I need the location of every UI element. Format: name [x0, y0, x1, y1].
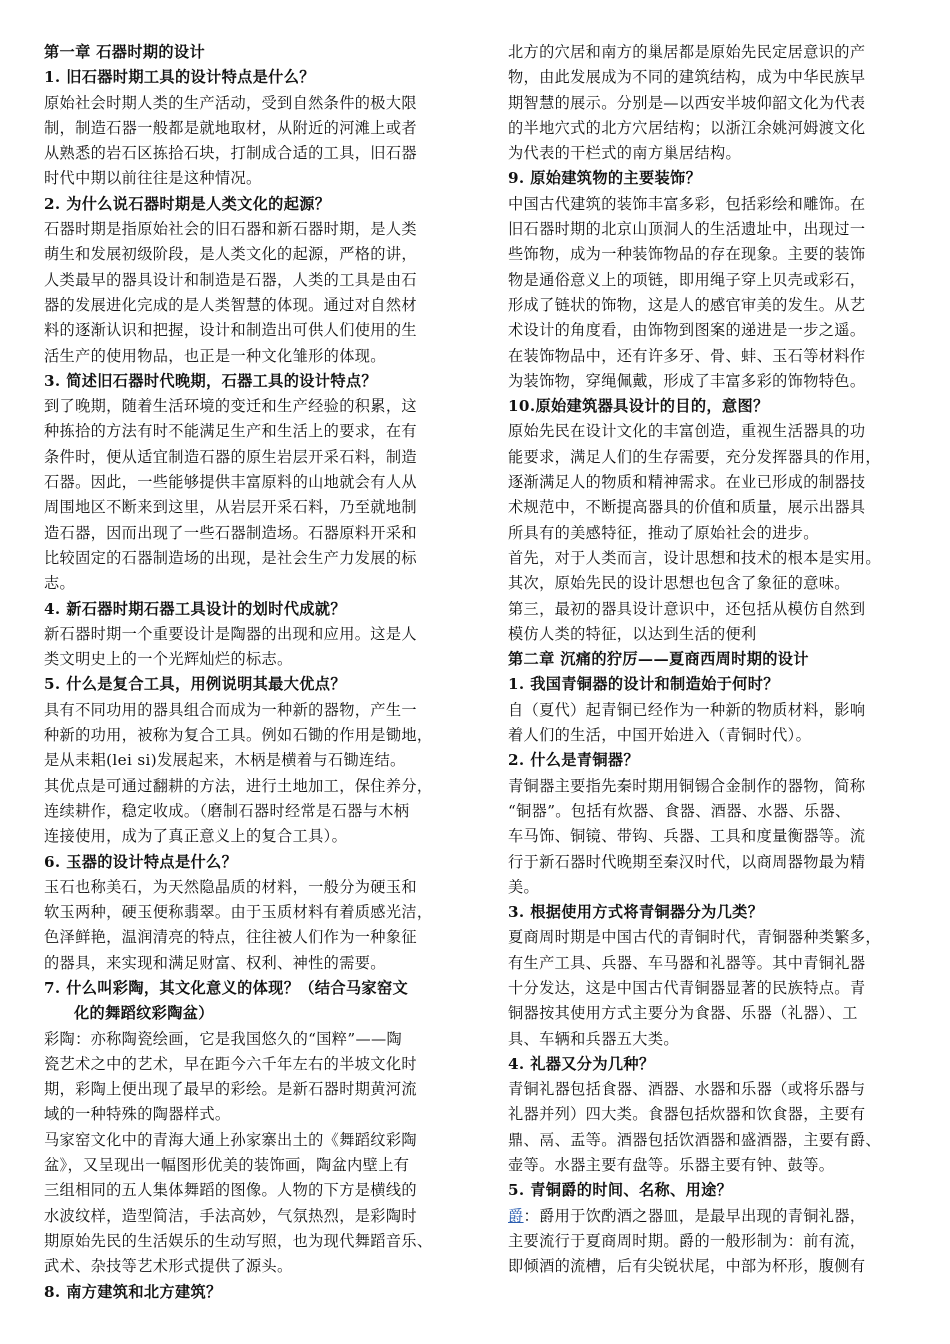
section-heading — [44, 40, 462, 65]
section-heading — [508, 1052, 926, 1077]
line-text: 制，制造石器一般都是就地取材，从附近的河滩上或者 — [44, 118, 417, 137]
text-line — [508, 495, 926, 520]
line-text: 萌生和发展初级阶段，是人类文化的起源，严格的讲， — [44, 245, 417, 264]
text-line — [508, 445, 926, 470]
text-line — [508, 850, 926, 875]
section-heading — [44, 597, 462, 622]
line-text: 第二章 沉痛的狞厉——夏商西周时期的设计 — [508, 650, 809, 669]
section-heading — [44, 65, 462, 90]
text-line — [44, 647, 462, 672]
text-line — [44, 242, 462, 267]
line-text: 首先，对于人类而言，设计思想和技术的根本是实用。 — [508, 548, 881, 567]
line-text: 车马饰、铜镜、带钩、兵器、工具和度量衡器等。流 — [508, 827, 866, 846]
term-link[interactable]: 爵 — [508, 1206, 524, 1225]
text-line — [44, 166, 462, 191]
line-text: 铜器按其使用方式主要分为食器、乐器（礼器）、工 — [508, 1004, 858, 1023]
text-line — [44, 774, 462, 799]
line-text: 第一章 石器时期的设计 — [44, 43, 206, 61]
line-text: 人类最早的器具设计和制造是石器，人类的工具是由石 — [44, 270, 417, 289]
line-text: 4. 礼器又分为几种？ — [508, 1054, 655, 1073]
section-heading — [44, 1001, 462, 1026]
line-text: 青铜器主要指先秦时期用铜锡合金制作的器物，简称 — [508, 776, 866, 795]
line-text: 术规范中，不断提高器具的价值和质量，展示出器具 — [508, 498, 866, 517]
text-line — [508, 521, 926, 546]
text-line — [508, 91, 926, 116]
right-column — [508, 40, 926, 1280]
text-line — [508, 40, 926, 65]
line-text: 礼器并列）四大类。食器包括炊器和饮食器，主要有 — [508, 1105, 866, 1124]
line-text: 期智慧的展示。分别是—以西安半坡仰韶文化为代表 — [508, 93, 866, 112]
text-line — [508, 571, 926, 596]
text-line — [508, 65, 926, 90]
line-text: 化的舞蹈纹彩陶盆） — [74, 1004, 214, 1023]
line-text: 盆》，又呈现出一幅图形优美的装饰画，陶盆内壁上有 — [44, 1156, 410, 1175]
line-text: 周围地区不断来到这里，从岩层开采石料，乃至就地制 — [44, 498, 417, 517]
text-line — [44, 445, 462, 470]
section-heading — [508, 1178, 926, 1203]
line-text: 形成了链状的饰物，这是人的感官审美的发生。从艺 — [508, 295, 866, 314]
text-line — [508, 875, 926, 900]
line-text: 夏商周时期是中国古代的青铜时代，青铜器种类繁多， — [508, 928, 881, 947]
text-line — [508, 774, 926, 799]
text-line — [508, 824, 926, 849]
text-line — [508, 293, 926, 318]
line-text: 活生产的使用物品，也正是一种文化雏形的体现。 — [44, 346, 386, 365]
line-text: 原始社会时期人类的生产活动，受到自然条件的极大限 — [44, 93, 417, 112]
line-text: 3. 简述旧石器时代晚期，石器工具的设计特点？ — [44, 371, 377, 390]
text-line — [44, 571, 462, 596]
line-text: 7. 什么叫彩陶，其文化意义的体现？（结合马家窑文 — [44, 978, 409, 997]
line-text: 十分发达，这是中国古代青铜器显著的民族特点。青 — [508, 978, 866, 997]
section-heading — [44, 850, 462, 875]
line-text: 行于新石器时代晚期至秦汉时代，以商周器物最为精 — [508, 852, 866, 871]
text-line — [508, 470, 926, 495]
line-text: 条件时，便从适宜制造石器的原生岩层开采石料，制造 — [44, 447, 417, 466]
line-text: 9. 原始建筑物的主要装饰？ — [508, 169, 702, 188]
text-line — [44, 495, 462, 520]
section-heading — [44, 976, 462, 1001]
line-text: 具有不同功用的器具组合而成为一种新的器物，产生一 — [44, 700, 417, 719]
text-line — [508, 419, 926, 444]
text-line — [44, 344, 462, 369]
line-text: 的器具，来实现和满足财富、权利、神性的需要。 — [44, 953, 386, 972]
text-line — [508, 1229, 926, 1254]
text-line — [508, 976, 926, 1001]
line-text: 三组相同的五人集体舞蹈的图像。人物的下方是横线的 — [44, 1181, 417, 1200]
line-text: 瓷艺术之中的艺术，早在距今六千年左右的半坡文化时 — [44, 1054, 417, 1073]
line-text: 模仿人类的特征，以达到生活的便利 — [508, 624, 757, 643]
text-line — [508, 1077, 926, 1102]
line-text: 即倾酒的流槽，后有尖锐状尾，中部为杯形，腹侧有 — [508, 1257, 866, 1276]
line-text: 是从耒耜(lei si)发展起来，木柄是横着与石锄连结。 — [44, 751, 406, 770]
line-text: 能要求，满足人们的生存需要，充分发挥器具的作用， — [508, 447, 881, 466]
line-text: 2. 为什么说石器时期是人类文化的起源？ — [44, 194, 331, 213]
line-text: 水波纹样，造型简洁，手法高妙，气氛热烈，是彩陶时 — [44, 1206, 417, 1225]
text-line — [508, 799, 926, 824]
text-line — [508, 217, 926, 242]
line-text: 鼎、鬲、盂等。酒器包括饮酒器和盛酒器，主要有爵、 — [508, 1130, 881, 1149]
text-line — [44, 951, 462, 976]
text-line — [508, 192, 926, 217]
line-text: 彩陶：亦称陶瓷绘画，它是我国悠久的“国粹”——陶 — [44, 1029, 403, 1048]
section-heading — [508, 900, 926, 925]
text-line — [44, 293, 462, 318]
line-text: 着人们的生活，中国开始进入（青铜时代）。 — [508, 726, 812, 745]
line-text: “铜器”。包括有炊器、食器、酒器、水器、乐器、 — [508, 801, 851, 820]
text-line — [508, 1204, 926, 1229]
line-text: 8. 南方建筑和北方建筑？ — [44, 1282, 222, 1301]
line-text: 马家窑文化中的青海大通上孙家寨出土的《舞蹈纹彩陶 — [44, 1130, 417, 1149]
line-text: 原始先民在设计文化的丰富创造，重视生活器具的功 — [508, 422, 866, 441]
text-line — [44, 268, 462, 293]
section-heading — [44, 1280, 462, 1305]
section-heading — [44, 672, 462, 697]
text-line — [44, 1102, 462, 1127]
line-text: 些饰物，成为一种装饰物品的存在现象。主要的装饰 — [508, 245, 866, 264]
text-line — [508, 925, 926, 950]
line-text: 所具有的美感特征，推动了原始社会的进步。 — [508, 523, 819, 542]
text-line — [44, 799, 462, 824]
line-text: 1. 我国青铜器的设计和制造始于何时？ — [508, 675, 779, 694]
text-line — [44, 1229, 462, 1254]
line-text: 5. 什么是复合工具，用例说明其最大优点？ — [44, 675, 346, 694]
section-heading — [508, 647, 926, 672]
line-text: 器的发展进化完成的是人类智慧的体现。通过对自然材 — [44, 295, 417, 314]
line-text: 从熟悉的岩石区拣拾石块，打制成合适的工具，旧石器 — [44, 144, 417, 163]
line-text: 新石器时期一个重要设计是陶器的出现和应用。这是人 — [44, 624, 417, 643]
text-line — [44, 723, 462, 748]
text-line — [508, 242, 926, 267]
line-text: 石器时期是指原始社会的旧石器和新石器时期，是人类 — [44, 220, 417, 239]
text-line — [44, 1178, 462, 1203]
text-line — [508, 546, 926, 571]
line-text: 物是通俗意义上的项链，即用绳子穿上贝壳或彩石， — [508, 270, 866, 289]
line-text: 时代中期以前往往是这种情况。 — [44, 169, 262, 188]
section-heading — [44, 369, 462, 394]
text-line — [44, 925, 462, 950]
text-line — [44, 470, 462, 495]
text-line — [508, 344, 926, 369]
line-text: 造石器，因而出现了一些石器制造场。石器原料开采和 — [44, 523, 417, 542]
line-text: 种新的功用，被称为复合工具。例如石锄的作用是锄地， — [44, 726, 433, 745]
line-text: 10.原始建筑器具设计的目的，意图？ — [508, 397, 769, 416]
line-text: 自（夏代）起青铜已经作为一种新的物质材料，影响 — [508, 700, 866, 719]
line-text: 壶等。水器主要有盘等。乐器主要有钟、鼓等。 — [508, 1156, 835, 1175]
text-line — [508, 597, 926, 622]
line-text: 志。 — [44, 574, 76, 593]
text-line — [44, 141, 462, 166]
line-text: 的半地穴式的北方穴居结构；以浙江余姚河姆渡文化 — [508, 118, 866, 137]
text-line — [44, 1128, 462, 1153]
text-line — [508, 1128, 926, 1153]
text-line — [508, 1027, 926, 1052]
text-line — [44, 91, 462, 116]
text-line — [44, 318, 462, 343]
line-text: 1. 旧石器时期工具的设计特点是什么？ — [44, 68, 315, 87]
text-line — [44, 748, 462, 773]
text-line — [44, 1052, 462, 1077]
section-heading — [508, 394, 926, 419]
text-line — [44, 217, 462, 242]
line-text: 期，彩陶上便出现了最早的彩绘。是新石器时期黄河流 — [44, 1080, 417, 1099]
line-text: 中国古代建筑的装饰丰富多彩，包括彩绘和雕饰。在 — [508, 194, 866, 213]
line-text: 期原始先民的生活娱乐的生动写照，也为现代舞蹈音乐、 — [44, 1231, 433, 1250]
left-column — [44, 40, 462, 1305]
text-line — [508, 723, 926, 748]
text-line — [44, 521, 462, 546]
text-line — [44, 394, 462, 419]
line-text: 旧石器时期的北京山顶洞人的生活遗址中，出现过一 — [508, 220, 866, 239]
text-line — [44, 419, 462, 444]
line-text: 色泽鲜艳，温润清亮的特点，往往被人们作为一种象征 — [44, 928, 417, 947]
text-line — [508, 1254, 926, 1279]
line-text: 石器。因此，一些能够提供丰富原料的山地就会有人从 — [44, 473, 417, 492]
text-line — [508, 141, 926, 166]
line-text: 域的一种特殊的陶器样式。 — [44, 1105, 231, 1124]
line-text: 美。 — [508, 877, 540, 896]
text-line — [44, 1153, 462, 1178]
line-text: 为装饰物，穿绳佩戴，形成了丰富多彩的饰物特色。 — [508, 371, 866, 390]
line-text: 2. 什么是青铜器？ — [508, 751, 639, 770]
line-text: 类文明史上的一个光辉灿烂的标志。 — [44, 650, 293, 669]
line-text: 物，由此发展成为不同的建筑结构，成为中华民族早 — [508, 68, 866, 87]
text-line — [508, 1001, 926, 1026]
text-line — [508, 318, 926, 343]
text-line — [508, 622, 926, 647]
text-line — [44, 824, 462, 849]
line-text: 软玉两种，硬玉便称翡翠。由于玉质材料有着质感光洁， — [44, 903, 433, 922]
text-line — [508, 951, 926, 976]
line-text: 种拣拾的方法有时不能满足生产和生活上的要求，在有 — [44, 422, 417, 441]
text-line — [508, 369, 926, 394]
text-line — [508, 1102, 926, 1127]
line-text: 连续耕作，稳定收成。（磨制石器时经常是石器与木柄 — [44, 801, 410, 820]
line-text: 北方的穴居和南方的巢居都是原始先民定居意识的产 — [508, 43, 866, 61]
text-line — [508, 116, 926, 141]
text-line — [44, 116, 462, 141]
text-line — [508, 1153, 926, 1178]
text-line — [44, 875, 462, 900]
line-text: 第三，最初的器具设计意识中，还包括从模仿自然到 — [508, 599, 866, 618]
line-text: 到了晚期，随着生活环境的变迁和生产经验的积累，这 — [44, 397, 417, 416]
section-heading — [44, 192, 462, 217]
text-line — [508, 268, 926, 293]
text-line — [44, 1027, 462, 1052]
text-line — [44, 546, 462, 571]
line-text: 4. 新石器时期石器工具设计的划时代成就？ — [44, 599, 346, 618]
line-text: 武术、杂技等艺术形式提供了源头。 — [44, 1257, 293, 1276]
section-heading — [508, 166, 926, 191]
line-text: 逐渐满足人的物质和精神需求。在业已形成的制器技 — [508, 473, 866, 492]
line-text: 在装饰物品中，还有许多牙、骨、蚌、玉石等材料作 — [508, 346, 866, 365]
line-text: 其次，原始先民的设计思想也包含了象征的意味。 — [508, 574, 850, 593]
text-line — [44, 698, 462, 723]
line-text: 主要流行于夏商周时期。爵的一般形制为：前有流， — [508, 1231, 866, 1250]
text-line — [508, 698, 926, 723]
section-heading — [508, 748, 926, 773]
line-text: 有生产工具、兵器、车马器和礼器等。其中青铜礼器 — [508, 953, 866, 972]
line-text: 连接使用，成为了真正意义上的复合工具）。 — [44, 827, 348, 846]
text-line — [44, 1254, 462, 1279]
line-text: ：爵用于饮酌酒之器皿，是最早出现的青铜礼器， — [523, 1206, 866, 1225]
line-text: 比较固定的石器制造场的出现，是社会生产力发展的标 — [44, 548, 417, 567]
text-line — [44, 1077, 462, 1102]
text-line — [44, 900, 462, 925]
text-line — [44, 622, 462, 647]
text-line — [44, 1204, 462, 1229]
line-text: 青铜礼器包括食器、酒器、水器和乐器（或将乐器与 — [508, 1080, 866, 1099]
line-text: 玉石也称美石，为天然隐晶质的材料，一般分为硬玉和 — [44, 877, 417, 896]
line-text: 5. 青铜爵的时间、名称、用途？ — [508, 1181, 733, 1200]
line-text: 具、车辆和兵器五大类。 — [508, 1029, 679, 1048]
line-text: 6. 玉器的设计特点是什么？ — [44, 852, 238, 871]
line-text: 3. 根据使用方式将青铜器分为几类？ — [508, 903, 764, 922]
line-text: 为代表的干栏式的南方巢居结构。 — [508, 144, 742, 163]
section-heading — [508, 672, 926, 697]
line-text: 其优点是可通过翻耕的方法，进行土地加工，保住养分， — [44, 776, 433, 795]
line-text: 术设计的角度看，由饰物到图案的递进是一步之遥。 — [508, 321, 866, 340]
line-text: 料的逐渐认识和把握，设计和制造出可供人们使用的生 — [44, 321, 417, 340]
